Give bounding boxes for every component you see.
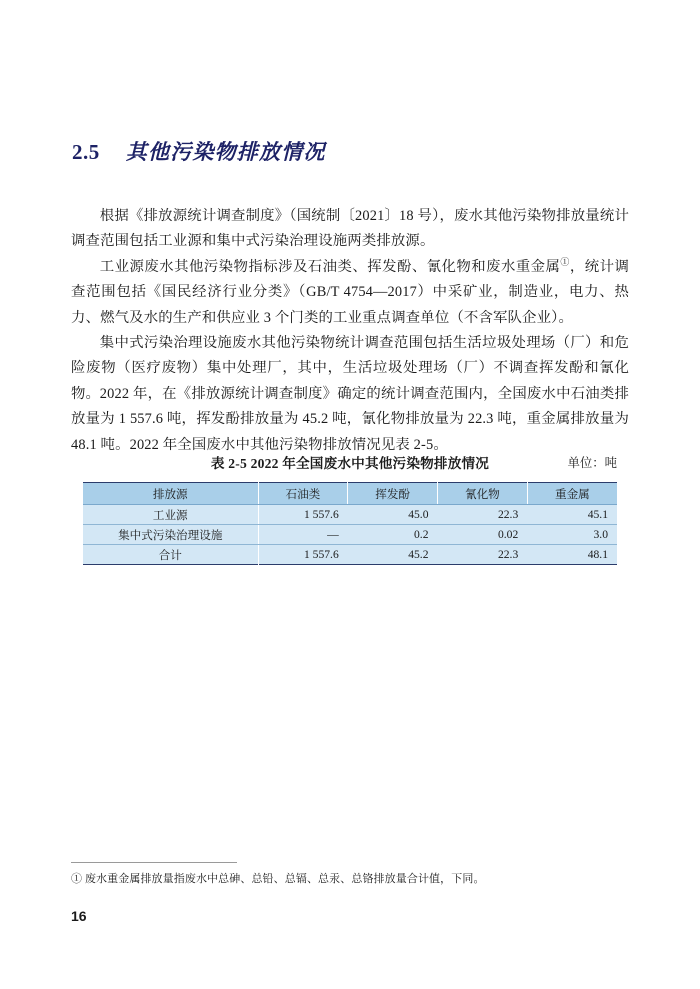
section-title: 其他污染物排放情况 <box>125 140 326 164</box>
table-header-cyanide: 氰化物 <box>438 483 528 505</box>
cell-centralized-petroleum: — <box>258 525 348 545</box>
paragraph-2-block <box>71 255 629 331</box>
table-caption: 表 2-5 2022 年全国废水中其他污染物排放情况 <box>210 456 490 471</box>
cell-centralized-cyanide: 0.02 <box>438 525 528 545</box>
page-number: 16 <box>71 908 87 924</box>
table-header-petroleum: 石油类 <box>258 483 348 505</box>
cell-industrial-volatile-phenol: 45.0 <box>348 505 438 525</box>
footnote-marker: ① <box>560 257 570 268</box>
table-head <box>83 483 617 505</box>
emissions-table-wrapper <box>83 482 617 565</box>
footnote-text: ① 废水重金属排放量指废水中总砷、总铅、总镉、总汞、总铬排放量合计值，下同。 <box>71 873 485 885</box>
table-header-source: 排放源 <box>83 483 258 505</box>
cell-total-volatile-phenol: 45.2 <box>348 545 438 565</box>
section-number: 2.5 <box>72 140 100 164</box>
paragraph-2-tail: ，统计调查范围包括《国民经济行业分类》（GB/T 4754—2017）中采矿业，制造业，电力、热力、燃气及水的生产和供应业 3 个门类的工业重点调查单位（不含军队企业）。 <box>71 259 629 326</box>
cell-industrial-petroleum: 1 557.6 <box>258 505 348 525</box>
cell-centralized-heavy-metal: 3.0 <box>527 525 617 545</box>
emissions-table <box>83 482 617 565</box>
table-body <box>83 505 617 565</box>
row-label-centralized: 集中式污染治理设施 <box>83 525 258 545</box>
row-label-total: 合计 <box>83 545 258 565</box>
paragraph-1-block <box>71 204 629 255</box>
paragraph-4-block <box>71 382 629 458</box>
paragraph-1: 根据《排放源统计调查制度》（国统制〔2021〕18 号），废水其他污染物排放量统计调查范围包括工业源和集中式污染治理设施两类排放源。 <box>71 208 629 250</box>
table-row <box>83 505 617 525</box>
cell-industrial-heavy-metal: 45.1 <box>527 505 617 525</box>
section-heading <box>72 136 326 166</box>
table-row <box>83 545 617 565</box>
table-header-heavy-metal: 重金属 <box>527 483 617 505</box>
cell-total-heavy-metal: 48.1 <box>527 545 617 565</box>
paragraph-2-lead: 工业源废水其他污染物指标涉及石油类、挥发酚、氰化物和废水重金属 <box>99 259 561 275</box>
table-header-row <box>83 483 617 505</box>
table-caption-row <box>83 452 617 474</box>
cell-centralized-volatile-phenol: 0.2 <box>348 525 438 545</box>
paragraph-3: 集中式污染治理设施废水其他污染物统计调查范围包括生活垃圾处理场（厂）和危险废物（医疗废物）集中处理厂，其中，生活垃圾处理场（厂）不调查挥发酚和氰化物。 <box>71 335 629 402</box>
cell-total-petroleum: 1 557.6 <box>258 545 348 565</box>
row-label-industrial: 工业源 <box>83 505 258 525</box>
cell-industrial-cyanide: 22.3 <box>438 505 528 525</box>
footnote-divider <box>71 862 237 863</box>
footnote-zone <box>71 862 629 887</box>
table-row <box>83 525 617 545</box>
paragraph-2 <box>71 255 629 331</box>
table-header-volatile-phenol: 挥发酚 <box>348 483 438 505</box>
paragraph-4: 2022 年，在《排放源统计调查制度》确定的统计调查范围内，全国废水中石油类排放量为 1 557.6 吨，挥发酚排放量为 45.2 吨，氰化物排放量为 22.3 吨，重金属排放量为 48.1 吨。2022 年全国废水中其他污染物排放情况见表 2-5。 <box>71 386 629 453</box>
cell-total-cyanide: 22.3 <box>438 545 528 565</box>
table-unit-label: 单位：吨 <box>567 456 617 470</box>
